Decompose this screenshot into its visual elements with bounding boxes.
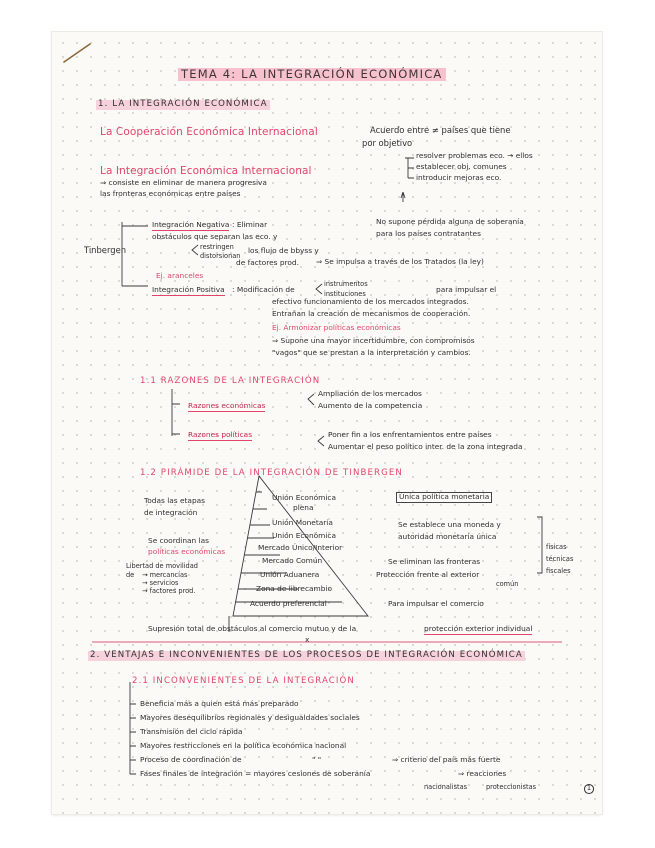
- coop-goal-3: introducir mejoras eco.: [416, 173, 502, 182]
- tinbergen-label: Tinbergen: [84, 245, 127, 255]
- front-tecnicas: técnicas: [546, 555, 574, 563]
- pos-instr-2: instituciones: [324, 290, 366, 298]
- todas-2: de integración: [144, 508, 198, 517]
- econ-label: Razones económicas: [188, 401, 266, 410]
- libertad-3: → mercancías: [142, 571, 188, 579]
- neg-note-1: No supone pérdida alguna de soberanía: [376, 217, 524, 226]
- pos-example: Ej. Armonizar políticas económicas: [272, 323, 401, 332]
- pencil-mark: [64, 44, 90, 62]
- libertad-5: → factores prod.: [142, 587, 196, 595]
- section-1-2-heading: 1.2 PIRÁMIDE DE LA INTEGRACIÓN DE TINBERGEN: [140, 468, 403, 478]
- level-union-aduanera: Unión Aduanera: [260, 570, 320, 579]
- libertad-2: de: [126, 571, 135, 579]
- coop-def-1: Acuerdo entre ≠ países que tiene: [370, 125, 511, 135]
- inconveniente-3: Transmisión del ciclo rápida: [140, 727, 243, 736]
- pos-def-2: para impulsar el: [436, 285, 497, 294]
- coop-goal-2: establecer obj. comunes: [416, 162, 507, 171]
- inconveniente-5: Proceso de coordinación de: [140, 755, 242, 764]
- section-1-1-heading: 1.1 RAZONES DE LA INTEGRACIÓN: [140, 376, 321, 386]
- front-fisicas: físicas: [546, 543, 567, 551]
- bracket-coop-goals: [405, 158, 414, 178]
- pol-1: Poner fin a los enfrentamientos entre países: [328, 430, 492, 439]
- section-2-1-heading: 2.1 INCONVENIENTES DE LA INTEGRACIÓN: [132, 676, 355, 686]
- pol-2: Aumentar el peso político inter. de la zona integrada: [328, 442, 523, 451]
- pos-def-3: efectivo funcionamiento de los mercados integrados.: [272, 297, 469, 306]
- level-acuerdo-preferencial: Acuerdo preferencial: [250, 599, 327, 608]
- neg-tratados: ⇒ Se impulsa a través de los Tratados (la ley): [316, 257, 484, 266]
- angle-pol: [318, 436, 324, 446]
- inconveniente-2: Mayores desequilibrios regionales y desigualdades sociales: [140, 713, 360, 722]
- inconveniente-6: Fases finales de integración = mayores cesiones de soberanía: [140, 769, 371, 778]
- libertad-4: → servicios: [142, 579, 179, 587]
- neg-flujo-1: los flujo de bbyss y: [248, 246, 319, 255]
- neg-restr-2: distorsionan: [200, 252, 241, 260]
- neg-def-2: obstáculos que separan las eco. y: [152, 232, 278, 241]
- page-number: 1: [584, 784, 594, 794]
- brace-fronteras: [537, 517, 542, 573]
- moneda-2: autoridad monetaria única: [398, 532, 497, 541]
- proteccion-2: común: [496, 580, 519, 588]
- bracket-razones: [172, 389, 180, 436]
- coop-label: La Cooperación Económica Internacional: [100, 126, 318, 138]
- level-plena: plena: [293, 503, 314, 512]
- inconveniente-4: Mayores restricciones en la política económica nacional: [140, 741, 347, 750]
- pos-note-1: ⇒ Supone una mayor incertidumbre, con compromisos: [272, 336, 475, 345]
- neg-example: Ej. aranceles: [156, 271, 204, 280]
- quote-marks: " ": [312, 755, 322, 764]
- integ-def-1: ⇒ consiste en eliminar de manera progresiva: [100, 178, 267, 187]
- page-title: TEMA 4: LA INTEGRACIÓN ECONÓMICA: [178, 68, 446, 81]
- proteccionistas: proteccionistas: [486, 783, 537, 791]
- level-mercado-comun: Mercado Común: [262, 556, 323, 565]
- coop-def-2: por objetivo: [362, 138, 413, 148]
- neg-restr-1: restringen: [200, 243, 234, 251]
- pos-note-2: "vagos" que se prestan a la interpretación y cambios.: [272, 348, 471, 357]
- nacionalistas: nacionalistas: [424, 783, 468, 791]
- notebook-page: [52, 32, 602, 814]
- level-mercado-unico: Mercado Único/Interior: [258, 543, 343, 552]
- inconveniente-1: Beneficia más a quien está más preparado: [140, 699, 299, 708]
- pos-def-4: Entrañan la creación de mecanismos de cooperación.: [272, 309, 471, 318]
- pos-label: Integración Positiva: [152, 285, 225, 294]
- politica-monetaria-box: Única política monetaria: [396, 492, 492, 503]
- pos-instr-1: instrumentos: [324, 280, 368, 288]
- libertad-1: Libertad de movilidad: [126, 562, 198, 570]
- separator-x: x: [305, 635, 310, 644]
- level-union-economica: Unión Económica: [272, 531, 337, 540]
- level-zona-librecambio: Zona de librecambio: [256, 584, 333, 593]
- arrow-down-icon: [401, 192, 405, 202]
- level-union-economica-plena: Unión Económica: [272, 493, 337, 502]
- angle-econ: [308, 394, 314, 405]
- drawing-layer: [52, 32, 602, 814]
- angle-instr: [316, 284, 322, 294]
- pol-label: Razones políticas: [188, 430, 253, 439]
- front-fiscales: fiscales: [546, 567, 571, 575]
- neg-note-2: para los países contratantes: [376, 229, 481, 238]
- fronteras: Se eliminan las fronteras: [388, 557, 481, 566]
- level-union-monetaria: Unión Monetaria: [272, 518, 333, 527]
- supresion-2: protección exterior individual: [424, 624, 533, 633]
- supresion-1: Supresión total de obstáculos al comercio mutuo y de la: [148, 624, 357, 633]
- angle-restr: [192, 245, 198, 255]
- neg-label: Integración Negativa: [152, 220, 230, 229]
- section-2-heading: 2. VENTAJAS E INCONVENIENTES DE LOS PROCESOS DE INTEGRACIÓN ECONÓMICA: [90, 650, 523, 660]
- coordinan-2: políticas económicas: [148, 547, 226, 556]
- pos-def-1: : Modificación de: [232, 285, 295, 294]
- criterio: ⇒ criterio del país más fuerte: [392, 755, 501, 764]
- section-1-heading: 1. LA INTEGRACIÓN ECONÓMICA: [98, 99, 268, 109]
- neg-def-1: : Eliminar: [232, 220, 268, 229]
- econ-1: Ampliación de los mercados: [318, 389, 422, 398]
- reacciones: ⇒ reacciones: [458, 769, 507, 778]
- coordinan-1: Se coordinan las: [148, 536, 210, 545]
- moneda-1: Se establece una moneda y: [398, 520, 501, 529]
- neg-flujo-2: de factores prod.: [236, 258, 299, 267]
- bracket-inconvenientes: [130, 682, 136, 774]
- impulsar-comercio: Para impulsar el comercio: [388, 599, 484, 608]
- integ-label: La Integración Económica Internacional: [100, 165, 312, 177]
- econ-2: Aumento de la competencia: [318, 401, 423, 410]
- proteccion-1: Protección frente al exterior: [376, 570, 480, 579]
- todas-1: Todas las etapas: [144, 496, 206, 505]
- integ-def-2: las fronteras económicas entre países: [100, 189, 241, 198]
- coop-goal-1: resolver problemas eco. → ellos: [416, 151, 533, 160]
